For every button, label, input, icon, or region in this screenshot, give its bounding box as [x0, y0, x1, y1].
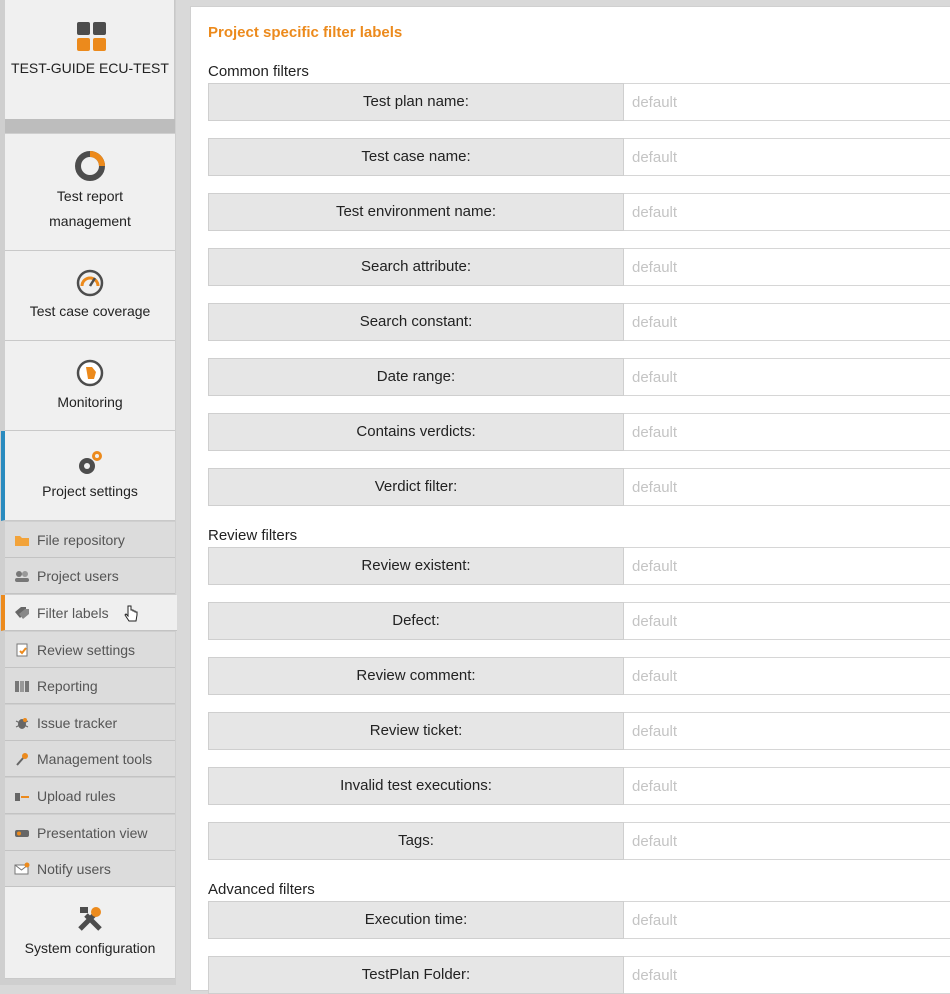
nav-project-settings[interactable] — [1, 431, 175, 521]
nav-label: Monitoring — [57, 394, 123, 410]
filter-label: Test plan name: — [208, 83, 624, 121]
filter-row — [208, 822, 950, 860]
tool-icon — [14, 752, 30, 766]
filter-label: TestPlan Folder: — [208, 956, 624, 994]
tools-icon — [5, 903, 175, 935]
filter-row — [208, 193, 950, 231]
filter-label: Search attribute: — [208, 248, 624, 286]
page-title: Project specific filter labels — [208, 24, 403, 41]
subnav-filter-labels[interactable] — [1, 595, 177, 631]
subnav-presentation-view[interactable] — [5, 815, 175, 851]
filter-label: Tags: — [208, 822, 624, 860]
filter-labels-panel — [190, 6, 950, 991]
subnav-label: Management tools — [37, 751, 153, 767]
labels-icon — [14, 606, 30, 620]
filter-row — [208, 602, 950, 640]
nav-test-report-management[interactable] — [5, 134, 175, 251]
sidebar-divider — [5, 119, 175, 133]
filter-row — [208, 767, 950, 805]
filter-label: Test environment name: — [208, 193, 624, 231]
subnav-notify-users[interactable] — [5, 851, 175, 887]
subnav-file-repository[interactable] — [5, 522, 175, 558]
binders-icon — [14, 679, 30, 693]
filter-label-input[interactable] — [624, 193, 950, 231]
nav-label: System configuration — [24, 940, 156, 956]
subnav-issue-tracker[interactable] — [5, 705, 175, 741]
filter-label-input[interactable] — [624, 712, 950, 750]
gears-icon — [5, 447, 175, 479]
filter-label-input[interactable] — [624, 822, 950, 860]
filter-label-input[interactable] — [624, 956, 950, 994]
filter-label: Review existent: — [208, 547, 624, 585]
filter-label-input[interactable] — [624, 358, 950, 396]
filter-label: Review ticket: — [208, 712, 624, 750]
folder-icon — [14, 533, 30, 547]
filter-row — [208, 657, 950, 695]
subnav-management-tools[interactable] — [5, 741, 175, 777]
filter-row — [208, 248, 950, 286]
projector-icon — [14, 826, 30, 840]
subnav-label: Reporting — [37, 678, 98, 694]
group-title-advanced: Advanced filters — [208, 881, 315, 898]
upload-rules-icon — [14, 789, 30, 803]
subnav-label: Presentation view — [37, 825, 148, 841]
bug-icon — [14, 716, 30, 730]
filter-row — [208, 468, 950, 506]
envelope-icon — [14, 862, 30, 876]
subnav-review-settings[interactable] — [5, 632, 175, 668]
monitoring-hand-icon — [5, 357, 175, 389]
filter-row — [208, 138, 950, 176]
filter-label: Contains verdicts: — [208, 413, 624, 451]
filter-row — [208, 303, 950, 341]
subnav-label: File repository — [37, 532, 125, 548]
filter-label-input[interactable] — [624, 468, 950, 506]
nav-label: Project settings — [42, 483, 138, 499]
sidebar — [0, 0, 176, 985]
filter-label: Search constant: — [208, 303, 624, 341]
filter-label: Test case name: — [208, 138, 624, 176]
filter-label-input[interactable] — [624, 767, 950, 805]
group-title-review: Review filters — [208, 527, 298, 544]
nav-test-case-coverage[interactable] — [5, 251, 175, 341]
subnav-project-users[interactable] — [5, 558, 175, 594]
filter-label-input[interactable] — [624, 901, 950, 939]
filter-row — [208, 956, 950, 994]
filter-row — [208, 413, 950, 451]
nav-label: Test report management — [49, 188, 131, 229]
filter-row — [208, 712, 950, 750]
filter-label: Date range: — [208, 358, 624, 396]
nav-system-configuration[interactable] — [5, 887, 175, 979]
subnav-label: Upload rules — [37, 788, 116, 804]
filter-label-input[interactable] — [624, 413, 950, 451]
subnav-label: Review settings — [37, 642, 136, 658]
filter-label-input[interactable] — [624, 83, 950, 121]
filter-label: Defect: — [208, 602, 624, 640]
subnav-label: Issue tracker — [37, 715, 118, 731]
subnav-label: Filter labels — [37, 605, 109, 621]
filter-label-input[interactable] — [624, 657, 950, 695]
grid-logo-icon — [77, 22, 107, 52]
filter-row — [208, 547, 950, 585]
filter-label: Verdict filter: — [208, 468, 624, 506]
subnav-label: Project users — [37, 568, 119, 584]
gauge-icon — [5, 267, 175, 299]
filter-label-input[interactable] — [624, 547, 950, 585]
filter-label: Execution time: — [208, 901, 624, 939]
filter-row — [208, 901, 950, 939]
brand-tile[interactable] — [5, 0, 175, 119]
users-icon — [14, 569, 30, 583]
filter-row — [208, 358, 950, 396]
subnav-upload-rules[interactable] — [5, 778, 175, 814]
clipboard-icon — [14, 643, 30, 657]
nav-label: Test case coverage — [29, 303, 151, 319]
brand-title: TEST-GUIDE ECU-TEST — [11, 60, 169, 76]
filter-label-input[interactable] — [624, 248, 950, 286]
subnav-label: Notify users — [37, 861, 111, 877]
filter-label-input[interactable] — [624, 602, 950, 640]
hand-cursor-icon — [123, 605, 139, 625]
subnav-reporting[interactable] — [5, 668, 175, 704]
filter-label: Invalid test executions: — [208, 767, 624, 805]
filter-label-input[interactable] — [624, 138, 950, 176]
report-donut-icon — [5, 150, 175, 182]
filter-row — [208, 83, 950, 121]
filter-label-input[interactable] — [624, 303, 950, 341]
group-title-common: Common filters — [208, 63, 309, 80]
nav-monitoring[interactable] — [5, 341, 175, 431]
filter-label: Review comment: — [208, 657, 624, 695]
